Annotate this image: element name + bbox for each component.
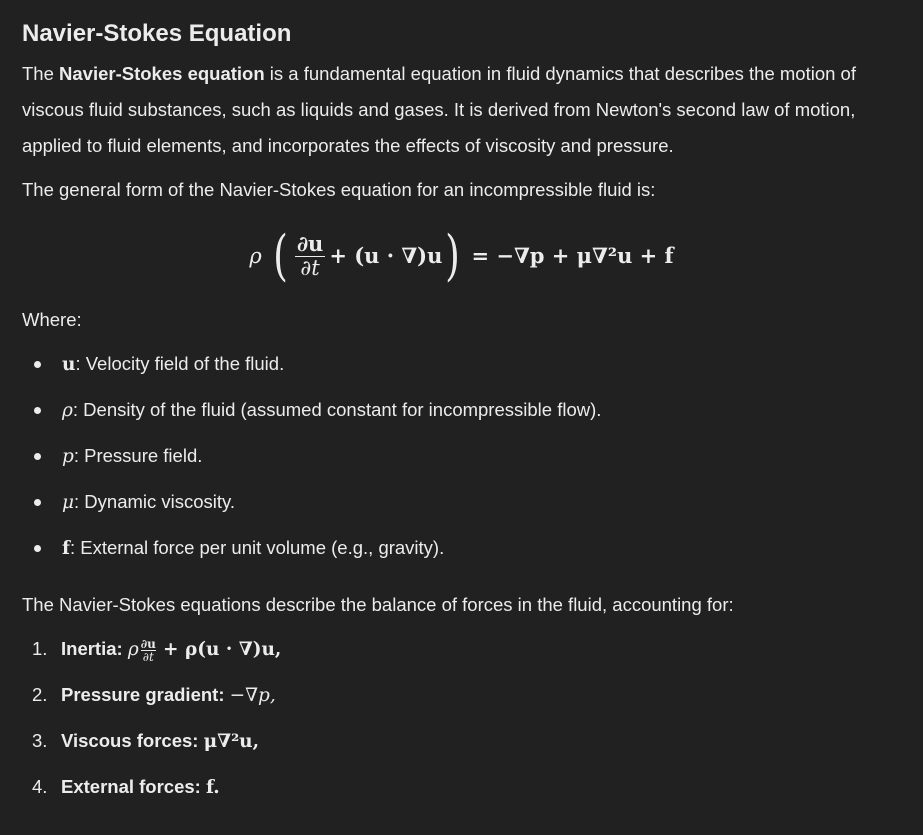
inertia-fraction: $\frac{\partial u}{\partial t}$	[140, 636, 156, 664]
general-form-text: The general form of the Navier-Stokes equation for an incompressible fluid is:	[22, 179, 656, 200]
eq-left-paren: (	[272, 224, 288, 287]
list-item: p: Pressure field.	[22, 438, 901, 475]
eq-frac-den: ∂t	[300, 255, 320, 280]
eq-rho: ρ	[249, 244, 262, 268]
eq-convective-term: + (u · ∇)u	[329, 243, 443, 268]
list-item: 1. Inertia: ρ $\frac{\partial u}{\partial t}$ + ρ(u · ∇)u,	[32, 636, 282, 664]
forces-list	[22, 631, 901, 806]
eq-rhs: = −∇p + μ∇²u + f	[471, 243, 674, 268]
inertia-rho: ρ	[127, 639, 139, 660]
page-title: Navier-Stokes Equation	[22, 20, 292, 47]
intro-paragraph	[22, 56, 901, 164]
list-item: 4. External forces: f.	[32, 776, 220, 798]
intro-bold: Navier-Stokes equation	[59, 63, 265, 84]
intro-suffix: is a fundamental equation in fluid dynamics that describes the motion of viscous fluid substances, such as liquids and gases. It is derived from Newton's second law of motion, applied to fluid elements, and incorporates the effects of viscosity and pressure.	[22, 63, 856, 156]
intro-prefix: The	[22, 63, 60, 84]
eq-frac-num: ∂u	[296, 231, 324, 257]
list-item: u: Velocity field of the fluid.	[22, 346, 901, 383]
list-item: f: External force per unit volume (e.g., gravity).	[22, 530, 901, 567]
balance-text: The Navier-Stokes equations describe the balance of forces in the fluid, accounting for:	[22, 594, 734, 615]
list-item: 2. Pressure gradient: −∇p,	[32, 684, 276, 706]
list-item: μ: Dynamic viscosity.	[22, 484, 901, 521]
eq-fraction	[295, 233, 326, 278]
navier-stokes-equation	[22, 216, 901, 296]
where-label: Where:	[22, 309, 82, 330]
variables-list	[22, 346, 901, 567]
eq-right-paren: )	[445, 224, 461, 287]
list-item: 3. Viscous forces: μ∇²u,	[32, 730, 260, 752]
list-item: ρ: Density of the fluid (assumed constant for incompressible flow).	[22, 392, 901, 429]
